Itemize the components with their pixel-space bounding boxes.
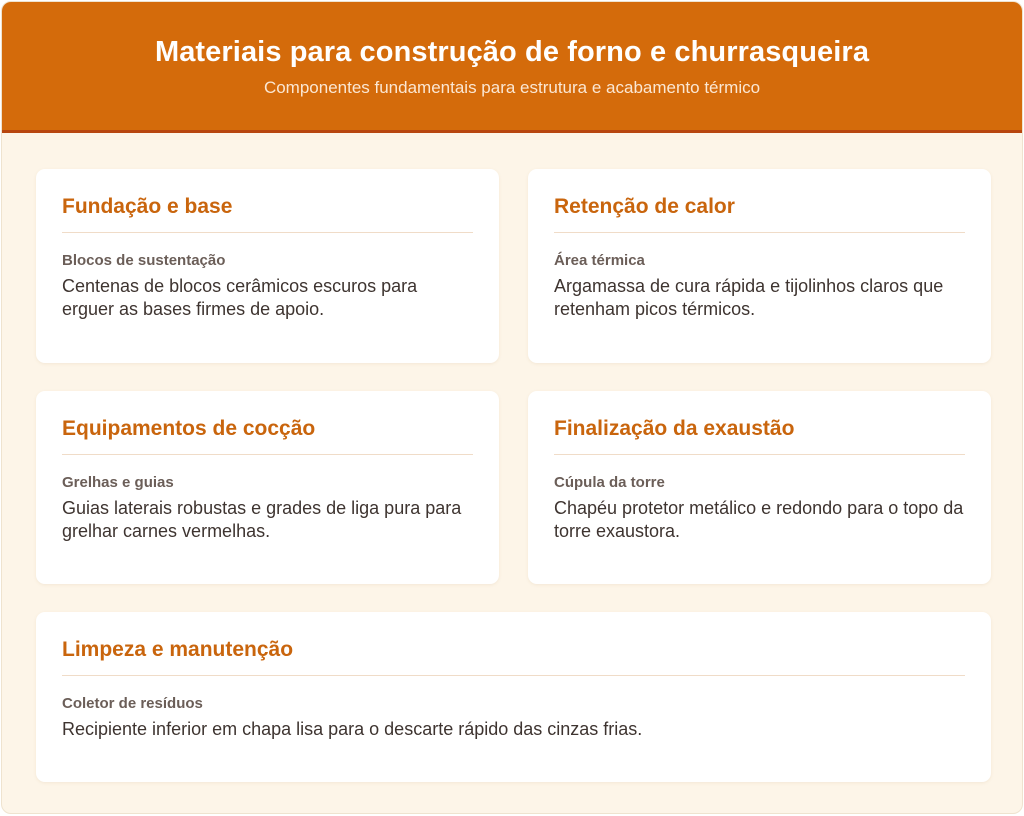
card-description: Recipiente inferior em chapa lisa para o descarte rápido das cinzas frias. (62, 719, 643, 739)
card-label: Área térmica (554, 252, 645, 269)
card-title: Limpeza e manutenção (62, 638, 294, 661)
card-cleaning-maintenance (36, 612, 991, 782)
card-title: Retenção de calor (554, 195, 735, 218)
card-title: Fundação e base (62, 195, 233, 218)
card-label: Coletor de resíduos (62, 695, 203, 712)
card-description: Centenas de blocos cerâmicos escuros para erguer as bases firmes de apoio. (62, 276, 418, 319)
card-foundation (36, 169, 499, 363)
card-heat-retention (528, 169, 991, 363)
card-title: Equipamentos de cocção (62, 417, 316, 440)
materials-page (1, 1, 1023, 814)
card-label: Blocos de sustentação (62, 252, 226, 269)
card-description: Guias laterais robustas e grades de liga pura para grelhar carnes vermelhas. (62, 498, 462, 541)
card-label: Cúpula da torre (554, 474, 665, 491)
card-cooking-equipment (36, 391, 499, 584)
page-subtitle: Componentes fundamentais para estrutura e acabamento térmico (263, 78, 761, 97)
card-exhaust-finish (528, 391, 991, 584)
card-label: Grelhas e guias (62, 474, 174, 491)
page-header (2, 2, 1022, 133)
card-description: Chapéu protetor metálico e redondo para o topo da torre exaustora. (554, 498, 964, 541)
card-description: Argamassa de cura rápida e tijolinhos claros que retenham picos térmicos. (554, 276, 944, 319)
page-title: Materiais para construção de forno e churrasqueira (154, 36, 870, 68)
card-title: Finalização da exaustão (554, 417, 795, 440)
